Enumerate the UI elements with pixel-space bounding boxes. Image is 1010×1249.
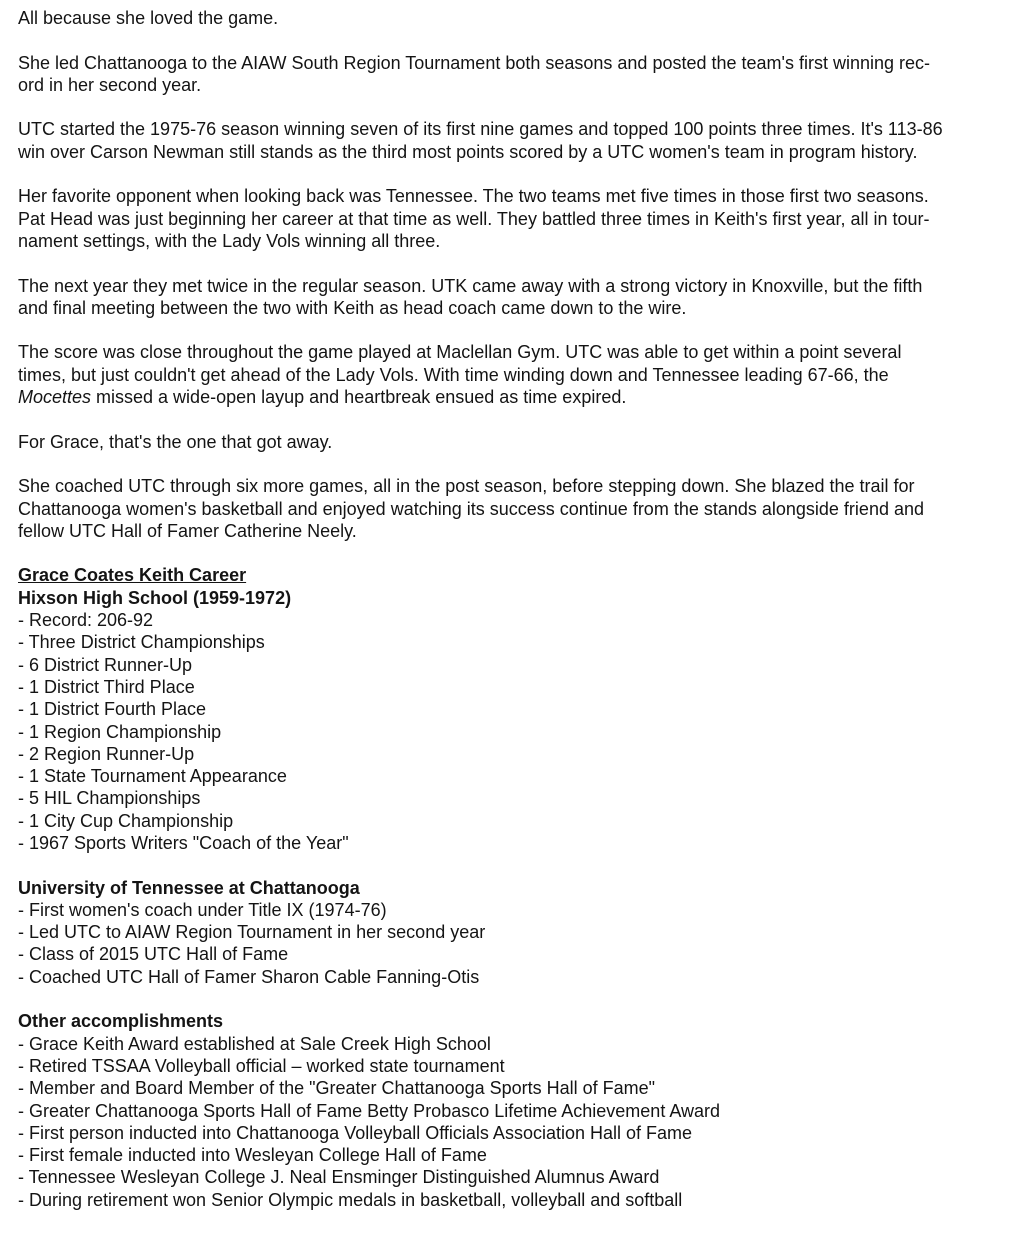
utc-heading: University of Tennessee at Chattanooga: [18, 877, 360, 898]
text-line: The score was close throughout the game played at Maclellan Gym. UTC was able to get within a point several: [18, 342, 902, 363]
list-item: - 1 City Cup Championship: [18, 810, 234, 831]
other-list: [18, 1033, 1010, 1211]
text-line: Pat Head was just beginning her career at that time as well. They battled three times in Keith's first year, all in tour-: [18, 208, 930, 229]
text-line: nament settings, with the Lady Vols winning all three.: [18, 230, 441, 251]
text-line-mixed: [18, 386, 1010, 408]
list-item: - 1967 Sports Writers "Coach of the Year": [18, 832, 349, 853]
text-line: All because she loved the game.: [18, 8, 279, 28]
text-line: She coached UTC through six more games, all in the post season, before stepping down. She blazed the trail for: [18, 476, 915, 497]
paragraph-close-game: [18, 341, 1010, 408]
document-page: [18, 7, 1010, 1233]
list-item: - 5 HIL Championships: [18, 788, 201, 809]
list-item: - 1 District Third Place: [18, 676, 195, 697]
paragraph-stepping-down: [18, 475, 1010, 542]
list-item: - 2 Region Runner-Up: [18, 743, 195, 764]
list-item: - Three District Championships: [18, 632, 265, 653]
list-item: - Record: 206-92: [18, 610, 154, 631]
list-item: - 1 District Fourth Place: [18, 699, 207, 720]
career-title: Grace Coates Keith Career: [18, 565, 247, 586]
list-item: - Retired TSSAA Volleyball official – worked state tournament: [18, 1055, 505, 1076]
text-line: and final meeting between the two with Keith as head coach came down to the wire.: [18, 297, 687, 318]
text-line: fellow UTC Hall of Famer Catherine Neely.: [18, 520, 357, 541]
list-item: - 6 District Runner-Up: [18, 654, 193, 675]
list-item: - During retirement won Senior Olympic medals in basketball, volleyball and softball: [18, 1189, 683, 1210]
text-line: She led Chattanooga to the AIAW South Region Tournament both seasons and posted the team's first winning rec-: [18, 52, 930, 73]
hixson-list: [18, 609, 1010, 854]
paragraph-next-year: [18, 275, 1010, 320]
list-item: - Coached UTC Hall of Famer Sharon Cable Fanning-Otis: [18, 966, 480, 987]
career-section-hixson: [18, 564, 1010, 854]
other-heading: Other accomplishments: [18, 1011, 224, 1032]
text-line: The next year they met twice in the regular season. UTK came away with a strong victory in Knoxville, but the fifth: [18, 275, 923, 296]
list-item: - First person inducted into Chattanooga Volleyball Officials Association Hall of Fame: [18, 1122, 693, 1143]
italic-team-name: Mocettes: [18, 387, 92, 408]
text-line: Chattanooga women's basketball and enjoyed watching its success continue from the stands alongside friend and: [18, 498, 924, 519]
paragraph-aiaw: [18, 52, 1010, 97]
utc-list: [18, 899, 1010, 988]
list-item: - First women's coach under Title IX (1974-76): [18, 899, 387, 920]
list-item: - Tennessee Wesleyan College J. Neal Ensminger Distinguished Alumnus Award: [18, 1167, 660, 1188]
text-line: UTC started the 1975-76 season winning seven of its first nine games and topped 100 points three times. It's 113-86: [18, 119, 943, 140]
career-section-other: [18, 1010, 1010, 1211]
text-fragment: missed a wide-open layup and heartbreak ensued as time expired.: [91, 387, 627, 408]
list-item: - Member and Board Member of the "Greater Chattanooga Sports Hall of Fame": [18, 1078, 656, 1099]
list-item: - 1 State Tournament Appearance: [18, 766, 287, 787]
hixson-heading: Hixson High School (1959-1972): [18, 587, 292, 608]
list-item: - Grace Keith Award established at Sale Creek High School: [18, 1033, 491, 1054]
text-line: For Grace, that's the one that got away.: [18, 431, 333, 452]
list-item: - 1 Region Championship: [18, 721, 222, 742]
career-section-utc: [18, 877, 1010, 988]
paragraph-tennessee: [18, 185, 1010, 252]
text-line: times, but just couldn't get ahead of the Lady Vols. With time winding down and Tennessee leading 67-66, the: [18, 364, 889, 385]
list-item: - First female inducted into Wesleyan College Hall of Fame: [18, 1145, 487, 1166]
paragraph-got-away: [18, 431, 1010, 453]
text-line: win over Carson Newman still stands as the third most points scored by a UTC women's team in program history.: [18, 141, 918, 162]
text-line: Her favorite opponent when looking back was Tennessee. The two teams met five times in those first two seasons.: [18, 186, 929, 207]
list-item: - Class of 2015 UTC Hall of Fame: [18, 944, 289, 965]
text-line: ord in her second year.: [18, 74, 202, 95]
list-item: - Greater Chattanooga Sports Hall of Fame Betty Probasco Lifetime Achievement Award: [18, 1100, 721, 1121]
list-item: - Led UTC to AIAW Region Tournament in her second year: [18, 922, 486, 943]
paragraph-intro: [18, 7, 1010, 29]
paragraph-season: [18, 118, 1010, 163]
